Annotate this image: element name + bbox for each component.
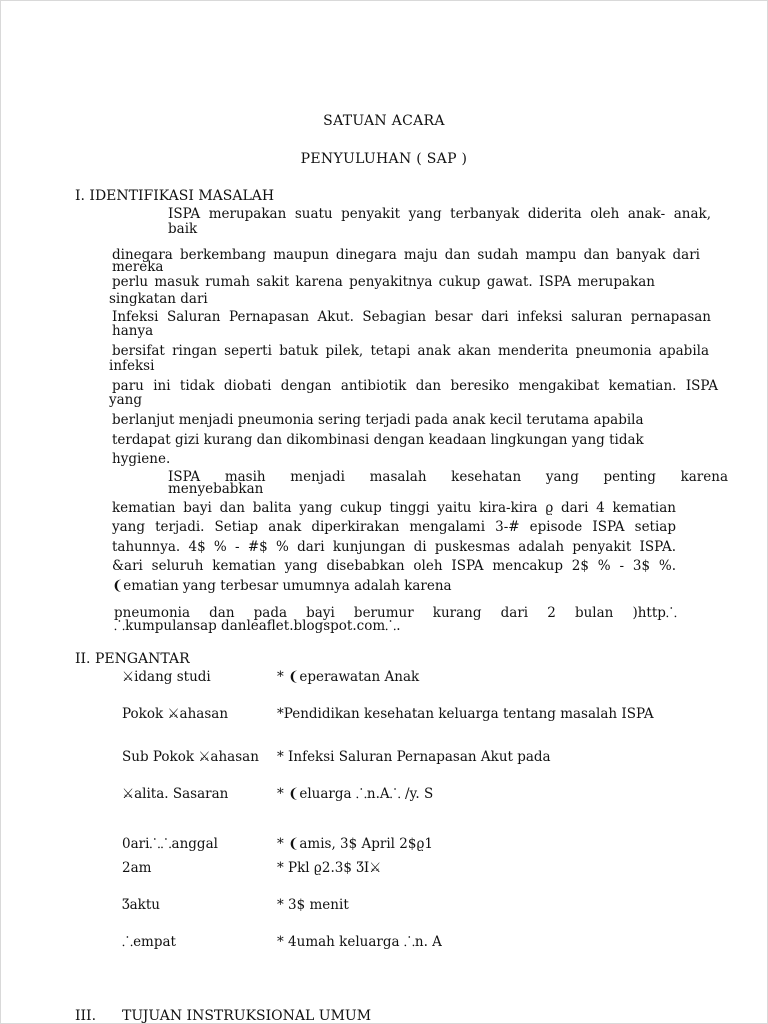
para2-line: kematian bayi dan balita yang cukup tinggi yaitu kira-kira ϱ dari 4 kematian bbox=[112, 500, 676, 516]
para1-line: infeksi bbox=[109, 358, 155, 374]
pengantar-value: * ❨eluarga ⸫n.A⸫ /y. S bbox=[277, 786, 434, 802]
section3-number: III. bbox=[75, 1008, 97, 1024]
para1-line: perlu masuk rumah sakit karena penyakitnya cukup gawat. ISPA merupakan bbox=[112, 274, 655, 290]
para2-line: ❨ematian yang terbesar umumnya adalah karena bbox=[112, 578, 452, 594]
para2-line: &ari seluruh kematian yang disebabkan oleh ISPA mencakup 2$ % - 3$ %. bbox=[112, 558, 676, 574]
para2-line: tahunnya. 4$ % - #$ % dari kunjungan di puskesmas adalah penyakit ISPA. bbox=[112, 539, 676, 555]
pengantar-label: 2am bbox=[122, 860, 152, 876]
para1-line: mereka bbox=[112, 259, 164, 275]
doc-title-line1: SATUAN ACARA bbox=[323, 113, 445, 129]
para1-line: singkatan dari bbox=[109, 291, 208, 307]
para1-line: hygiene. bbox=[112, 451, 171, 467]
pengantar-label: Pokok ⚔ahasan bbox=[122, 706, 229, 722]
para1-line: ISPA merupakan suatu penyakit yang terbanyak diderita oleh anak- anak, bbox=[168, 206, 711, 222]
section2-heading: II. PENGANTAR bbox=[75, 651, 190, 667]
para2-line: ⸫kumpulansap danleaflet.blogspot.com⸫. bbox=[114, 618, 401, 634]
para2-line: yang terjadi. Setiap anak diperkirakan mengalami 3-# episode ISPA setiap bbox=[112, 519, 676, 535]
pengantar-label: Ʒaktu bbox=[122, 897, 160, 913]
para1-line: paru ini tidak diobati dengan antibiotik dan beresiko mengakibat kematian. ISPA bbox=[112, 378, 718, 394]
para2-line: ISPA masih menjadi masalah kesehatan yang penting karena bbox=[168, 469, 728, 485]
para1-line: baik bbox=[168, 221, 198, 237]
para1-line: terdapat gizi kurang dan dikombinasi dengan keadaan lingkungan yang tidak bbox=[112, 432, 644, 448]
para1-line: berlanjut menjadi pneumonia sering terjadi pada anak kecil terutama apabila bbox=[112, 412, 644, 428]
para1-line: dinegara berkembang maupun dinegara maju dan sudah mampu dan banyak dari bbox=[112, 247, 700, 263]
pengantar-value: *Pendidikan kesehatan keluarga tentang masalah ISPA bbox=[277, 706, 654, 722]
para1-line: Infeksi Saluran Pernapasan Akut. Sebagian besar dari infeksi saluran pernapasan bbox=[112, 309, 711, 325]
para1-line: bersifat ringan seperti batuk pilek, tetapi anak akan menderita pneumonia apabila bbox=[112, 343, 709, 359]
para2-line: pneumonia dan pada bayi berumur kurang dari 2 bulan )http⸫ bbox=[114, 605, 677, 621]
para1-line: hanya bbox=[112, 323, 154, 339]
pengantar-value: * 3$ menit bbox=[277, 897, 349, 913]
para2-line: menyebabkan bbox=[168, 481, 264, 497]
section1-heading: I. IDENTIFIKASI MASALAH bbox=[75, 188, 275, 204]
pengantar-label: 0ari⸫⸫anggal bbox=[122, 836, 218, 852]
doc-title-line2: PENYULUHAN ( SAP ) bbox=[300, 151, 468, 167]
section3-heading: TUJUAN INSTRUKSIONAL UMUM bbox=[122, 1008, 372, 1024]
pengantar-value: * Infeksi Saluran Pernapasan Akut pada bbox=[277, 749, 551, 765]
pengantar-value: * Pkl ϱ2.3$ ƷI⚔ bbox=[277, 860, 382, 876]
pengantar-label: ⚔idang studi bbox=[122, 669, 211, 685]
pengantar-value: * ❨eperawatan Anak bbox=[277, 669, 420, 685]
pengantar-label: Sub Pokok ⚔ahasan bbox=[122, 749, 259, 765]
pengantar-label: ⚔alita. Sasaran bbox=[122, 786, 229, 802]
pengantar-label: ⸫empat bbox=[122, 934, 176, 950]
pengantar-value: * 4umah keluarga ⸫n. A bbox=[277, 934, 442, 950]
pengantar-value: * ❨amis, 3$ April 2$ϱ1 bbox=[277, 836, 433, 852]
para1-line: yang bbox=[109, 392, 143, 408]
